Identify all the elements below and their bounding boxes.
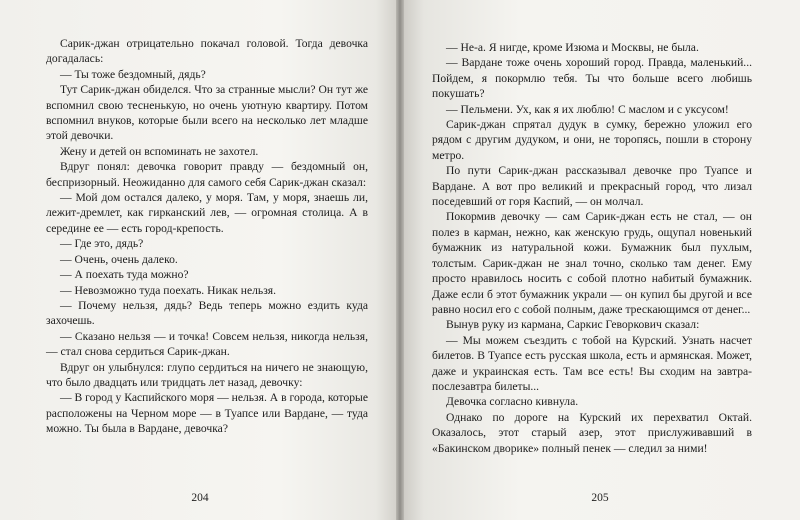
paragraph: — Где это, дядь? bbox=[60, 237, 144, 251]
paragraph: — Невозможно туда поехать. Никак нельзя. bbox=[60, 283, 277, 297]
paragraph: — Пельмени. Ух, как я их люблю! С маслом и с уксусом! bbox=[446, 102, 729, 116]
paragraph: По пути Сарик-джан рассказывал девочке про Туапсе и Вардане. А вот про великий и прекрасный город, что лизал поседевший от горя Каспий, — он молчал. bbox=[432, 164, 752, 209]
page-number-left: 204 bbox=[191, 491, 209, 504]
paragraph: Сарик-джан спрятал дудук в сумку, бережно уложил его рядом с другим дудуком, и они, не торопясь, пошли в сторону метро. bbox=[432, 118, 752, 162]
paragraph: Однако по дороге на Курский их перехватил Октай. Оказалось, этот старый азер, этот прислуживавший в «Бакинском дворике» полный пенек — следил за ними! bbox=[432, 410, 752, 455]
paragraph: Тут Сарик-джан обиделся. Что за странные мысли? Он тут же вспомнил свою тесненькую, но очень уютную квартиру. Потом вспомнил внуков, которые были всего на несколько лет младше этой девочки. bbox=[46, 83, 368, 143]
paragraph: Вынув руку из кармана, Саркис Геворкович сказал: bbox=[446, 318, 700, 332]
right-page bbox=[400, 0, 800, 520]
right-page-text bbox=[432, 40, 752, 456]
paragraph: — Вардане тоже очень хороший город. Правда, маленький... Пойдем, я покормлю тебя. Ты что больше всего любишь покушать? bbox=[432, 56, 752, 101]
paragraph: Жену и детей он вспоминать не захотел. bbox=[60, 144, 259, 158]
paragraph: Вдруг понял: девочка говорит правду — бездомный он, беспризорный. Неожиданно для самого себя Сарик-джан сказал: bbox=[46, 160, 368, 189]
paragraph: Девочка согласно кивнула. bbox=[446, 395, 579, 409]
paragraph: Вдруг он улыбнулся: глупо сердиться на ничего не знающую, что было двадцать или тридцать лет назад, девочку: bbox=[46, 360, 368, 389]
paragraph: Сарик-джан отрицательно покачал головой. Тогда девочка догадалась: bbox=[46, 37, 368, 66]
book-gutter bbox=[396, 0, 404, 520]
paragraph: — Не-а. Я нигде, кроме Изюма и Москвы, не была. bbox=[446, 41, 699, 54]
paragraph: — Очень, очень далеко. bbox=[60, 252, 178, 266]
paragraph: Покормив девочку — сам Сарик-джан есть не стал, — он полез в карман, нежно, как женскую грудь, ощупал новенький бумажник из натуральной кожи. Бумажник был пухлым, толстым. Сарик-джан не знал точно, сколько там денег. Ему просто нравилось носить с собой плотно набитый бумажник. Даже если б этот бумажник украли — он купил бы другой и все равно носил его с собой полным, даже трескающимся от денег... bbox=[432, 210, 752, 316]
paragraph: — А поехать туда можно? bbox=[60, 268, 189, 282]
paragraph: — Мой дом остался далеко, у моря. Там, у моря, знаешь ли, лежит-дремлет, как гирканский лев, — огромная столица. А в середине ее — есть город-крепость. bbox=[46, 191, 368, 235]
paragraph: — Сказано нельзя — и точка! Совсем нельзя, никогда нельзя, — стал снова сердиться Сарик-джан. bbox=[46, 329, 368, 359]
paragraph: — Почему нельзя, дядь? Ведь теперь можно ездить куда захочешь. bbox=[46, 298, 368, 328]
paragraph: — Ты тоже бездомный, дядь? bbox=[60, 67, 206, 81]
page-number-right: 205 bbox=[591, 491, 609, 504]
paragraph: — В город у Каспийского моря — нельзя. А в города, которые расположены на Черном море — в Туапсе или Вардане, — туда можно. Ты была в Вардане, девочка? bbox=[46, 391, 368, 436]
left-page-text bbox=[46, 36, 368, 437]
paragraph: — Мы можем съездить с тобой на Курский. Узнать насчет билетов. В Туапсе есть русская школа, есть и армянская. Может, даже и украинская есть. Там все есть! Вы сходим на завтра-послезавтра билеты... bbox=[432, 333, 752, 393]
